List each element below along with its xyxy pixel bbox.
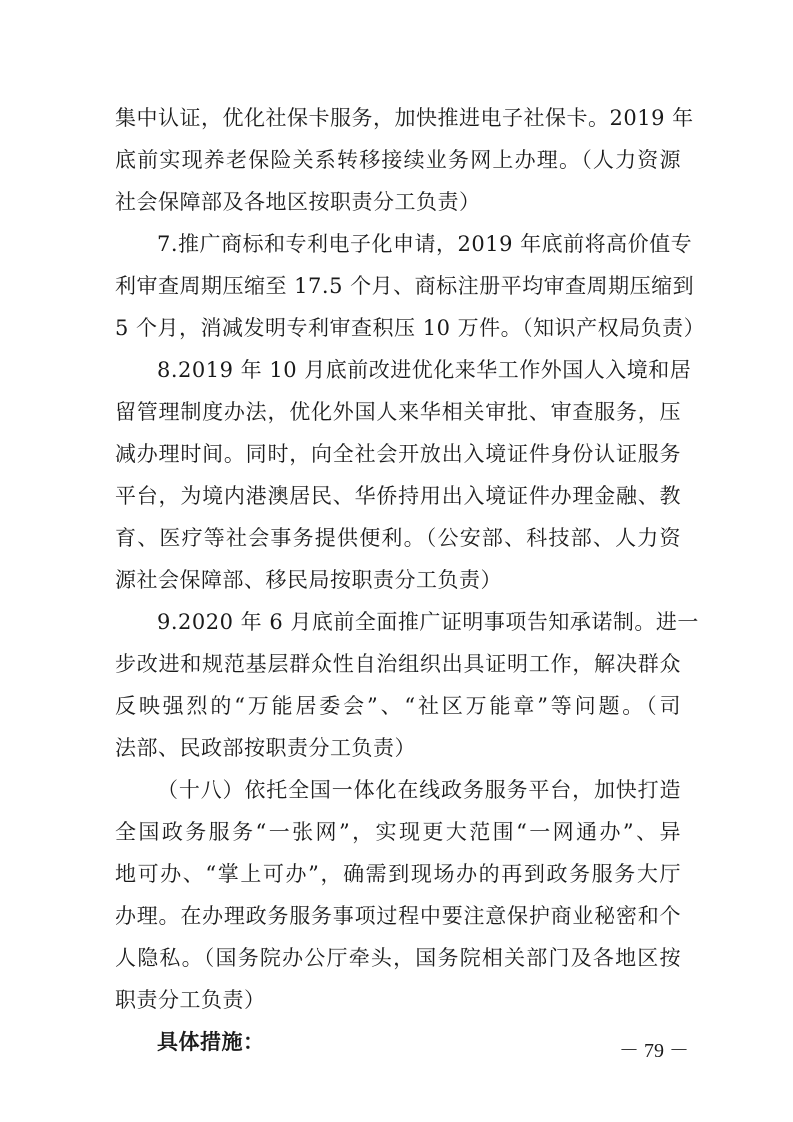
text-line: 地可办、“掌上可办”，确需到现场办的再到政务服务大厅 [115, 862, 681, 886]
text-line: （十八）依托全国一体化在线政务服务平台，加快打造 [157, 778, 681, 802]
text-line: 平台，为境内港澳居民、华侨持用出入境证件办理金融、教 [115, 484, 681, 508]
text-line: 8.2019 年 10 月底前改进优化来华工作外国人入境和居 [157, 358, 692, 382]
text-line: 集中认证，优化社保卡服务，加快推进电子社保卡。2019 年 [115, 106, 694, 130]
text-line: 人隐私。（国务院办公厅牵头，国务院相关部门及各地区按 [115, 946, 681, 970]
text-line: 步改进和规范基层群众性自治组织出具证明工作，解决群众 [115, 652, 681, 676]
text-line: 职责分工负责） [115, 988, 266, 1012]
text-line: 社会保障部及各地区按职责分工负责） [115, 190, 481, 214]
text-line: 底前实现养老保险关系转移接续业务网上办理。（人力资源 [115, 148, 681, 172]
page-number: － 79 － [619, 1040, 689, 1062]
text-line: 利审查周期压缩至 17.5 个月、商标注册平均审查周期压缩到 [115, 274, 695, 298]
text-line: 5 个月，消减发明专利审查积压 10 万件。（知识产权局负责） [115, 316, 706, 340]
text-line: 反映强烈的“万能居委会”、“社区万能章”等问题。（司 [115, 694, 681, 718]
text-line: 减办理时间。同时，向全社会开放出入境证件身份认证服务 [115, 442, 681, 466]
text-line: 9.2020 年 6 月底前全面推广证明事项告知承诺制。进一 [157, 610, 699, 634]
text-line: 留管理制度办法，优化外国人来华相关审批、审查服务，压 [115, 400, 681, 424]
text-line: 育、医疗等社会事务提供便利。（公安部、科技部、人力资 [115, 526, 681, 550]
text-line: 办理。在办理政务服务事项过程中要注意保护商业秘密和个 [115, 904, 681, 928]
text-line: 源社会保障部、移民局按职责分工负责） [115, 568, 502, 592]
section-heading: 具体措施： [157, 1030, 265, 1054]
text-line: 7.推广商标和专利电子化申请，2019 年底前将高价值专 [157, 232, 693, 256]
text-line: 法部、民政部按职责分工负责） [115, 736, 416, 760]
text-line: 全国政务服务“一张网”，实现更大范围“一网通办”、异 [115, 820, 681, 844]
